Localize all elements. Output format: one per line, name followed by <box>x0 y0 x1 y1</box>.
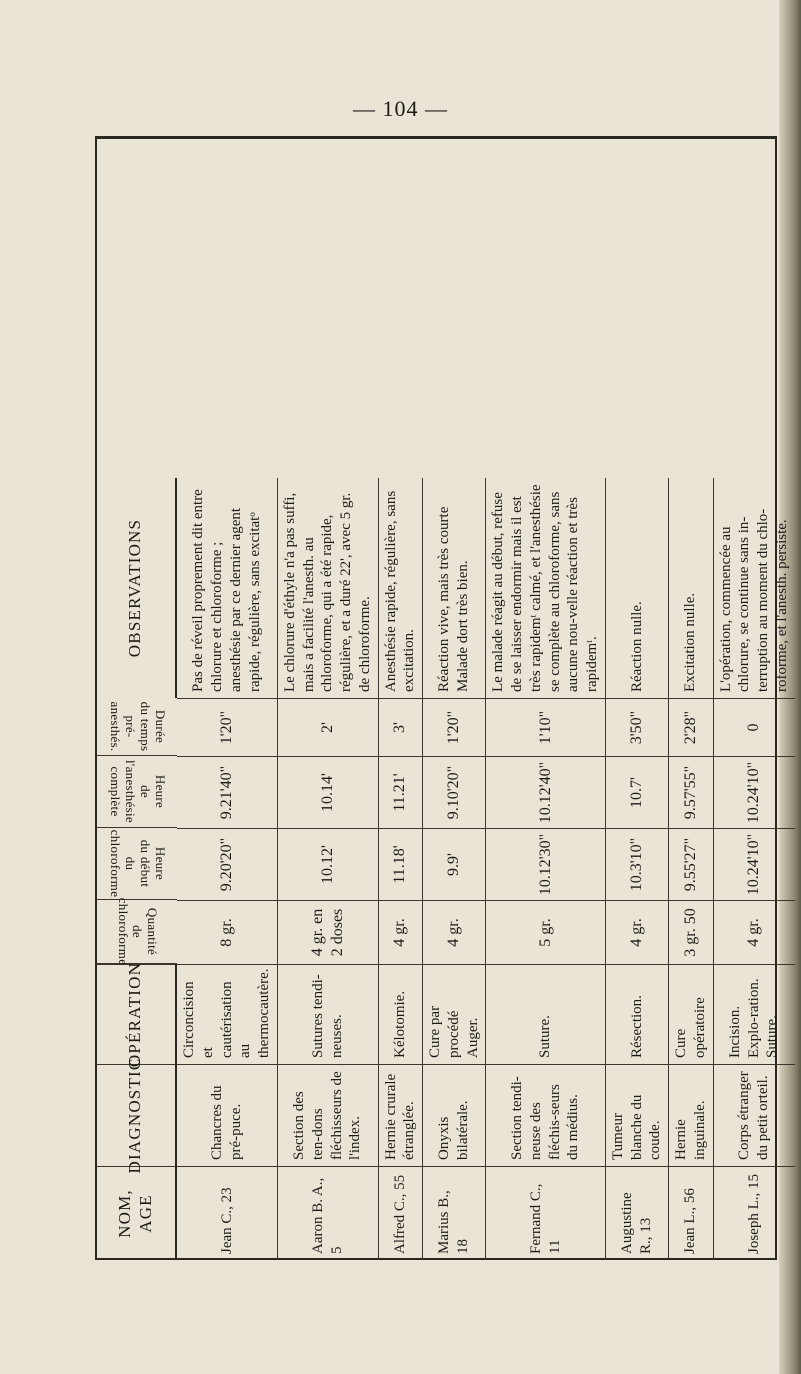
cell-time-complete: 9.21'40" <box>177 756 278 828</box>
cell-time-anesthesia: 10.12' <box>278 828 379 900</box>
header-name: NOM, AGE <box>95 1166 177 1260</box>
cell-quantity: 4 gr. <box>606 900 669 964</box>
cell-time-complete: 9.10'20" <box>423 756 486 828</box>
cell-quantity: 5 gr. <box>486 900 606 964</box>
cell-duration: 0 <box>714 698 795 756</box>
cell-name: Jean C., 23 <box>177 1166 278 1260</box>
cell-time-anesthesia: 9.20'20" <box>177 828 278 900</box>
header-time-anesthesia-line-2: du début <box>137 839 153 888</box>
cell-operation: Incision. Explo-ration. Suture. <box>714 964 795 1064</box>
header-operation: OPÉRATION <box>95 964 177 1064</box>
cell-operation: Circoncision et cautérisation au thermocautère. <box>177 964 278 1064</box>
header-quantity-line-2: de <box>130 925 146 938</box>
header-time-anesthesia <box>95 828 177 900</box>
cell-diagnosis: Onyxis bilatérale. <box>423 1064 486 1166</box>
header-duration-line-1: Durée <box>152 709 168 744</box>
header-observations: OBSERVATIONS <box>95 478 177 698</box>
cell-time-complete: 10.12'40" <box>486 756 606 828</box>
header-time-complete-line-3: complète <box>108 766 124 817</box>
cell-operation: Cure opératoire <box>669 964 714 1064</box>
header-time-anesthesia-line-1: Heure <box>152 846 168 881</box>
cell-observations: Le chlorure d'éthyle n'a pas suffi, mais a facilité l'anesth. au chloroforme, qui a été rapide, régulière, et a duré 22', avec 5 gr. de chloroforme. <box>278 478 379 698</box>
cell-duration: 1'20" <box>177 698 278 756</box>
cell-duration: 2' <box>278 698 379 756</box>
cell-time-complete: 10.14' <box>278 756 379 828</box>
header-quantity-line-1: Quantité <box>145 907 161 956</box>
header-duration <box>95 698 177 756</box>
cell-observations: Excitation nulle. <box>669 478 714 698</box>
cell-quantity: 8 gr. <box>177 900 278 964</box>
cell-operation: Suture. <box>486 964 606 1064</box>
cell-observations: Le malade réagit au début, refuse de se laisser endormir mais il est très rapidemᵗ calmé, et l'anesthésie se complète au chloroforme, sans aucune nou-velle réaction et très rapidemᵗ. <box>486 478 606 698</box>
cell-name: Alfred C., 55 <box>379 1166 424 1260</box>
cell-operation: Sutures tendi-neuses. <box>278 964 379 1064</box>
cell-diagnosis: Section tendi-neuse des fléchis-seurs du médius. <box>486 1064 606 1166</box>
header-quantity <box>95 897 177 966</box>
cell-diagnosis: Hernie inguinale. <box>669 1064 714 1166</box>
cell-observations: Pas de réveil proprement dit entre chlorure et chloroforme ; anesthésie par ce dernier agent rapide, régulière, sans excitatᵒ <box>177 478 278 698</box>
cell-time-complete: 11.21' <box>379 756 424 828</box>
cell-observations: L'opération, commencée au chlorure, se continue sans in-terruption au moment du chlo-roforme, et l'anesth. persiste. <box>717 508 790 692</box>
cell-name: Fernand C., 11 <box>486 1166 606 1260</box>
cell-operation: Résection. <box>606 964 669 1064</box>
header-time-complete <box>95 756 177 828</box>
header-quantity-line-3: chloroforme <box>115 897 131 966</box>
cell-quantity: 4 gr. <box>423 900 486 964</box>
header-diagnosis: DIAGNOSTIC <box>95 1064 177 1166</box>
cell-name: Aaron B. A., 5 <box>278 1166 379 1260</box>
cell-name: Joseph L., 15 <box>714 1166 795 1260</box>
cell-quantity: 4 gr. <box>379 900 424 964</box>
cell-time-anesthesia: 10.12'30" <box>486 828 606 900</box>
cell-duration: 3'50" <box>606 698 669 756</box>
cell-time-anesthesia: 9.55'27" <box>669 828 714 900</box>
cell-time-complete: 10.7' <box>606 756 669 828</box>
cell-observations: Réaction vive, mais très courte Malade dort très bien. <box>423 478 486 698</box>
cell-diagnosis: Corps étranger du petit orteil. <box>714 1064 795 1166</box>
header-duration-line-2: du temps <box>137 701 153 752</box>
cell-quantity: 4 gr. <box>714 900 795 964</box>
cell-duration: 1'10" <box>486 698 606 756</box>
cell-diagnosis: Tumeur blanche du coude. <box>606 1064 669 1166</box>
cell-diagnosis: Hernie crurale étranglée. <box>379 1064 424 1166</box>
cell-diagnosis: Section des ten-dons fléchisseurs de l'index. <box>278 1064 379 1166</box>
cell-name: Jean L., 56 <box>669 1166 714 1260</box>
cell-name: Augustine R., 13 <box>606 1166 669 1260</box>
cell-duration: 1'20" <box>423 698 486 756</box>
header-time-complete-line-1: Heure <box>152 774 168 809</box>
cell-observations: Anesthésie rapide, régulière, sans excitation. <box>379 478 424 698</box>
cell-time-anesthesia: 10.24'10" <box>714 828 795 900</box>
cell-operation: Kélotomie. <box>379 964 424 1064</box>
cell-quantity: 4 gr. en 2 doses <box>278 900 379 964</box>
cell-time-complete: 10.24'10" <box>714 756 795 828</box>
cell-time-anesthesia: 9.9' <box>423 828 486 900</box>
header-time-complete-line-2: de l'anesthésie <box>123 760 153 823</box>
cell-operation: Cure par procédé Auger. <box>423 964 486 1064</box>
clinical-table <box>95 136 790 1260</box>
header-duration-line-3: pré-anesthés. <box>108 701 138 752</box>
page-number: — 104 — <box>353 96 448 121</box>
rotated-table-grid <box>95 136 790 1260</box>
cell-name: Marius B., 18 <box>423 1166 486 1260</box>
cell-observations: Réaction nulle. <box>606 478 669 698</box>
cell-duration: 3' <box>379 698 424 756</box>
cell-time-complete: 9.57'55" <box>669 756 714 828</box>
cell-time-anesthesia: 11.18' <box>379 828 424 900</box>
cell-duration: 2'28" <box>669 698 714 756</box>
cell-time-anesthesia: 10.3'10" <box>606 828 669 900</box>
header-time-anesthesia-line-3: du chloroforme <box>108 829 138 898</box>
cell-diagnosis: Chancres du pré-puce. <box>177 1064 278 1166</box>
cell-quantity: 3 gr. 50 <box>669 900 714 964</box>
